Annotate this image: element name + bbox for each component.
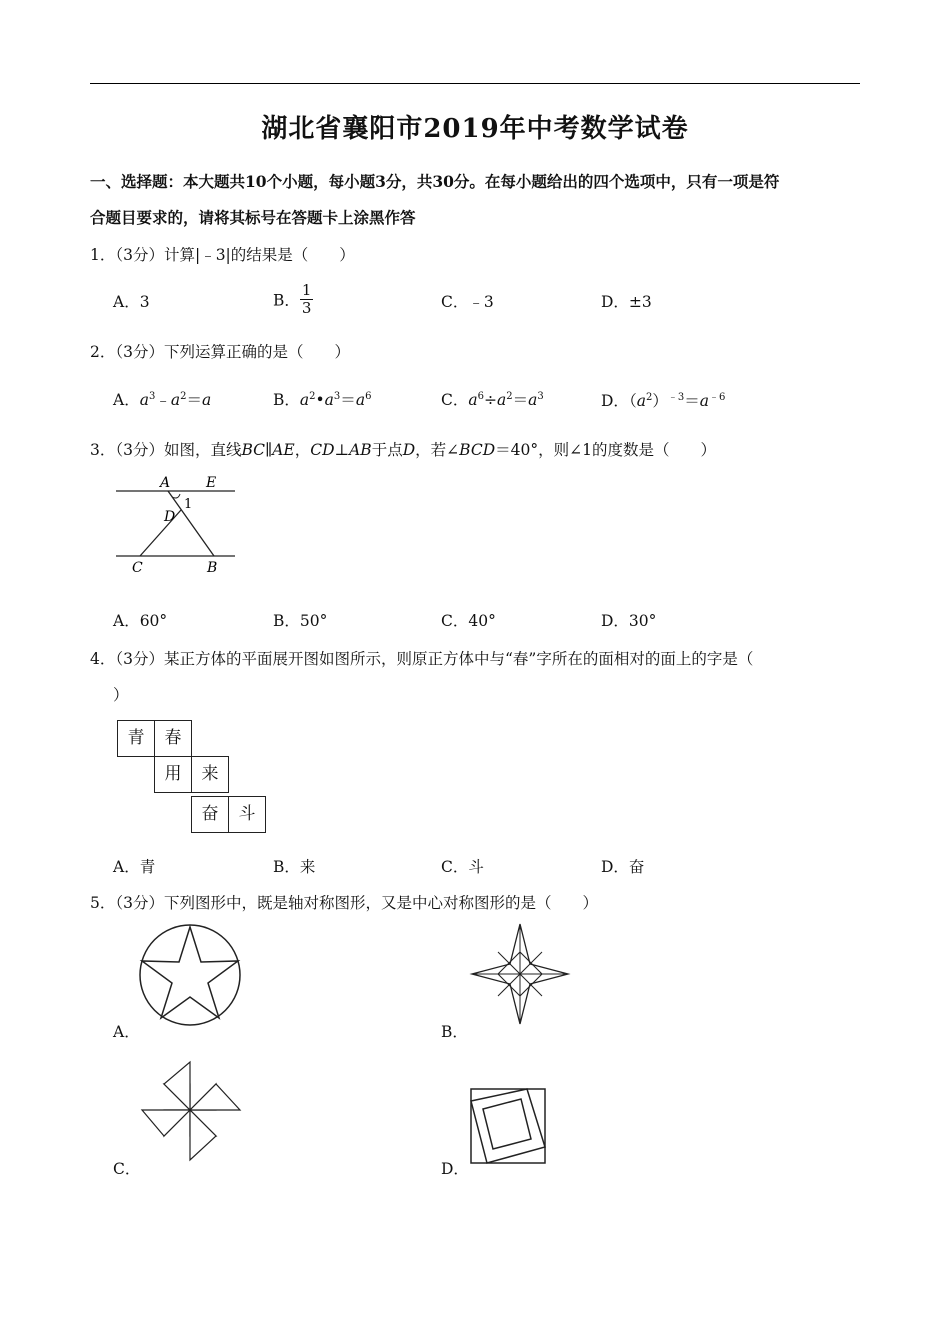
- q5-option-d: D．: [441, 1160, 469, 1178]
- label-b: B: [207, 560, 218, 576]
- net-cell-2: 春: [154, 720, 192, 757]
- pinwheel-white-blade-3: [190, 1110, 216, 1160]
- q2-option-d: [601, 388, 725, 411]
- q3-angle-bcd: BCD: [459, 441, 496, 459]
- q2-option-b-expr: $a^2•a^3=a^6$: [299, 390, 372, 409]
- q5-option-c: C．: [113, 1160, 141, 1178]
- q3-ae: AE: [272, 441, 295, 459]
- q1-option-b-fraction: [300, 282, 314, 317]
- q2-option-d-expr: $(a^2)^{﹣3}=a^{﹣6}$: [628, 392, 726, 411]
- q1-option-b: [273, 282, 313, 317]
- q3-point-d: D: [402, 441, 416, 459]
- net-cell-3: 用: [154, 756, 192, 793]
- top-rule: [90, 83, 860, 84]
- q3-ab: AB: [349, 441, 372, 459]
- q4-option-a: A．青: [113, 858, 156, 876]
- q1-option-c: C．﹣3: [441, 293, 494, 311]
- question-1-text: 1．（3分）计算|﹣3|的结果是（ ）: [90, 246, 355, 264]
- q2-option-d-label: D．: [601, 392, 629, 411]
- rotated-outer-quad: [471, 1089, 545, 1163]
- q5-figure-b-compass-star: [468, 922, 572, 1026]
- question-3-text: [90, 438, 716, 460]
- q2-option-c-label: C．: [441, 391, 469, 409]
- q5-option-b: B．: [441, 1023, 468, 1041]
- fraction-numerator: 1: [301, 281, 312, 299]
- q5-figure-a-star-circle: [136, 921, 244, 1029]
- q5-figure-d-square-in-square: [469, 1087, 547, 1165]
- q5-figure-c-pinwheel: [140, 1060, 244, 1164]
- q2-option-c: [441, 388, 544, 410]
- q3-option-b: B．50°: [273, 612, 328, 630]
- q2-option-a-expr: $a^3﹣a^2=a$: [139, 390, 212, 409]
- outer-square: [471, 1089, 545, 1163]
- q4-option-d: D．奋: [601, 858, 645, 876]
- question-2-text: 2．（3分）下列运算正确的是（ ）: [90, 343, 350, 361]
- q1-option-a: A．3: [113, 293, 150, 311]
- angle-1-arc: [172, 494, 180, 498]
- q3-parallel-sign: ∥: [265, 441, 273, 459]
- q3-comma: ，: [294, 441, 311, 459]
- q4-option-b: B．来: [273, 858, 316, 876]
- label-angle-1: 1: [184, 497, 193, 512]
- net-cell-4: 来: [191, 756, 229, 793]
- label-d: D: [164, 509, 176, 525]
- pinwheel-white-blade-2: [190, 1084, 240, 1110]
- q1-option-b-label: B．: [273, 291, 300, 310]
- q3-text-prefix: 3．（3分）如图，直线: [90, 441, 242, 459]
- q3-cd: CD: [310, 441, 335, 459]
- pinwheel-white-blade-4: [142, 1110, 190, 1136]
- q2-option-b-label: B．: [273, 391, 300, 409]
- q1-option-d: D．±3: [601, 293, 652, 311]
- q2-option-b: [273, 388, 371, 410]
- label-a: A: [160, 475, 171, 491]
- section-heading-line1: 一、选择题：本大题共10个小题，每小题3分，共30分。在每小题给出的四个选项中，只有一项是符: [90, 172, 780, 191]
- pinwheel-white-blade-1: [164, 1062, 190, 1110]
- fraction-denominator: 3: [301, 299, 312, 317]
- circle-outline: [140, 925, 240, 1025]
- q5-option-a: A．: [113, 1023, 140, 1041]
- q3-text-tail: ＝40°，则∠1的度数是（ ）: [495, 441, 716, 459]
- rotated-inner-square: [483, 1099, 531, 1149]
- five-point-star: [142, 927, 238, 1018]
- q2-option-a: [113, 388, 211, 410]
- net-cell-1: 青: [117, 720, 155, 757]
- q3-text-mid: 于点: [371, 441, 403, 459]
- q3-text-if: ，若∠: [415, 441, 460, 459]
- question-5-text: 5．（3分）下列图形中，既是轴对称图形，又是中心对称图形的是（ ）: [90, 894, 598, 912]
- q3-option-c: C．40°: [441, 612, 496, 630]
- q3-bc: BC: [241, 441, 266, 459]
- label-c: C: [132, 560, 143, 576]
- q2-option-a-label: A．: [113, 391, 140, 409]
- q3-geometry-figure: [110, 470, 245, 580]
- question-4-line1: 4．（3分）某正方体的平面展开图如图所示，则原正方体中与“春”字所在的面相对的面上的字是（: [90, 650, 754, 668]
- q3-perp-sign: ⊥: [334, 441, 350, 459]
- net-cell-6: 斗: [228, 796, 266, 833]
- q3-option-d: D．30°: [601, 612, 657, 630]
- q2-option-c-expr: $a^6\div a^2=a^3$: [468, 390, 544, 409]
- label-e: E: [206, 475, 217, 491]
- q3-option-a: A．60°: [113, 612, 168, 630]
- q4-option-c: C．斗: [441, 858, 484, 876]
- net-cell-5: 奋: [191, 796, 229, 833]
- page-title: 湖北省襄阳市2019年中考数学试卷: [261, 114, 689, 144]
- question-4-line2: ）: [113, 686, 129, 704]
- section-heading-line2: 合题目要求的，请将其标号在答题卡上涂黑作答: [90, 208, 416, 227]
